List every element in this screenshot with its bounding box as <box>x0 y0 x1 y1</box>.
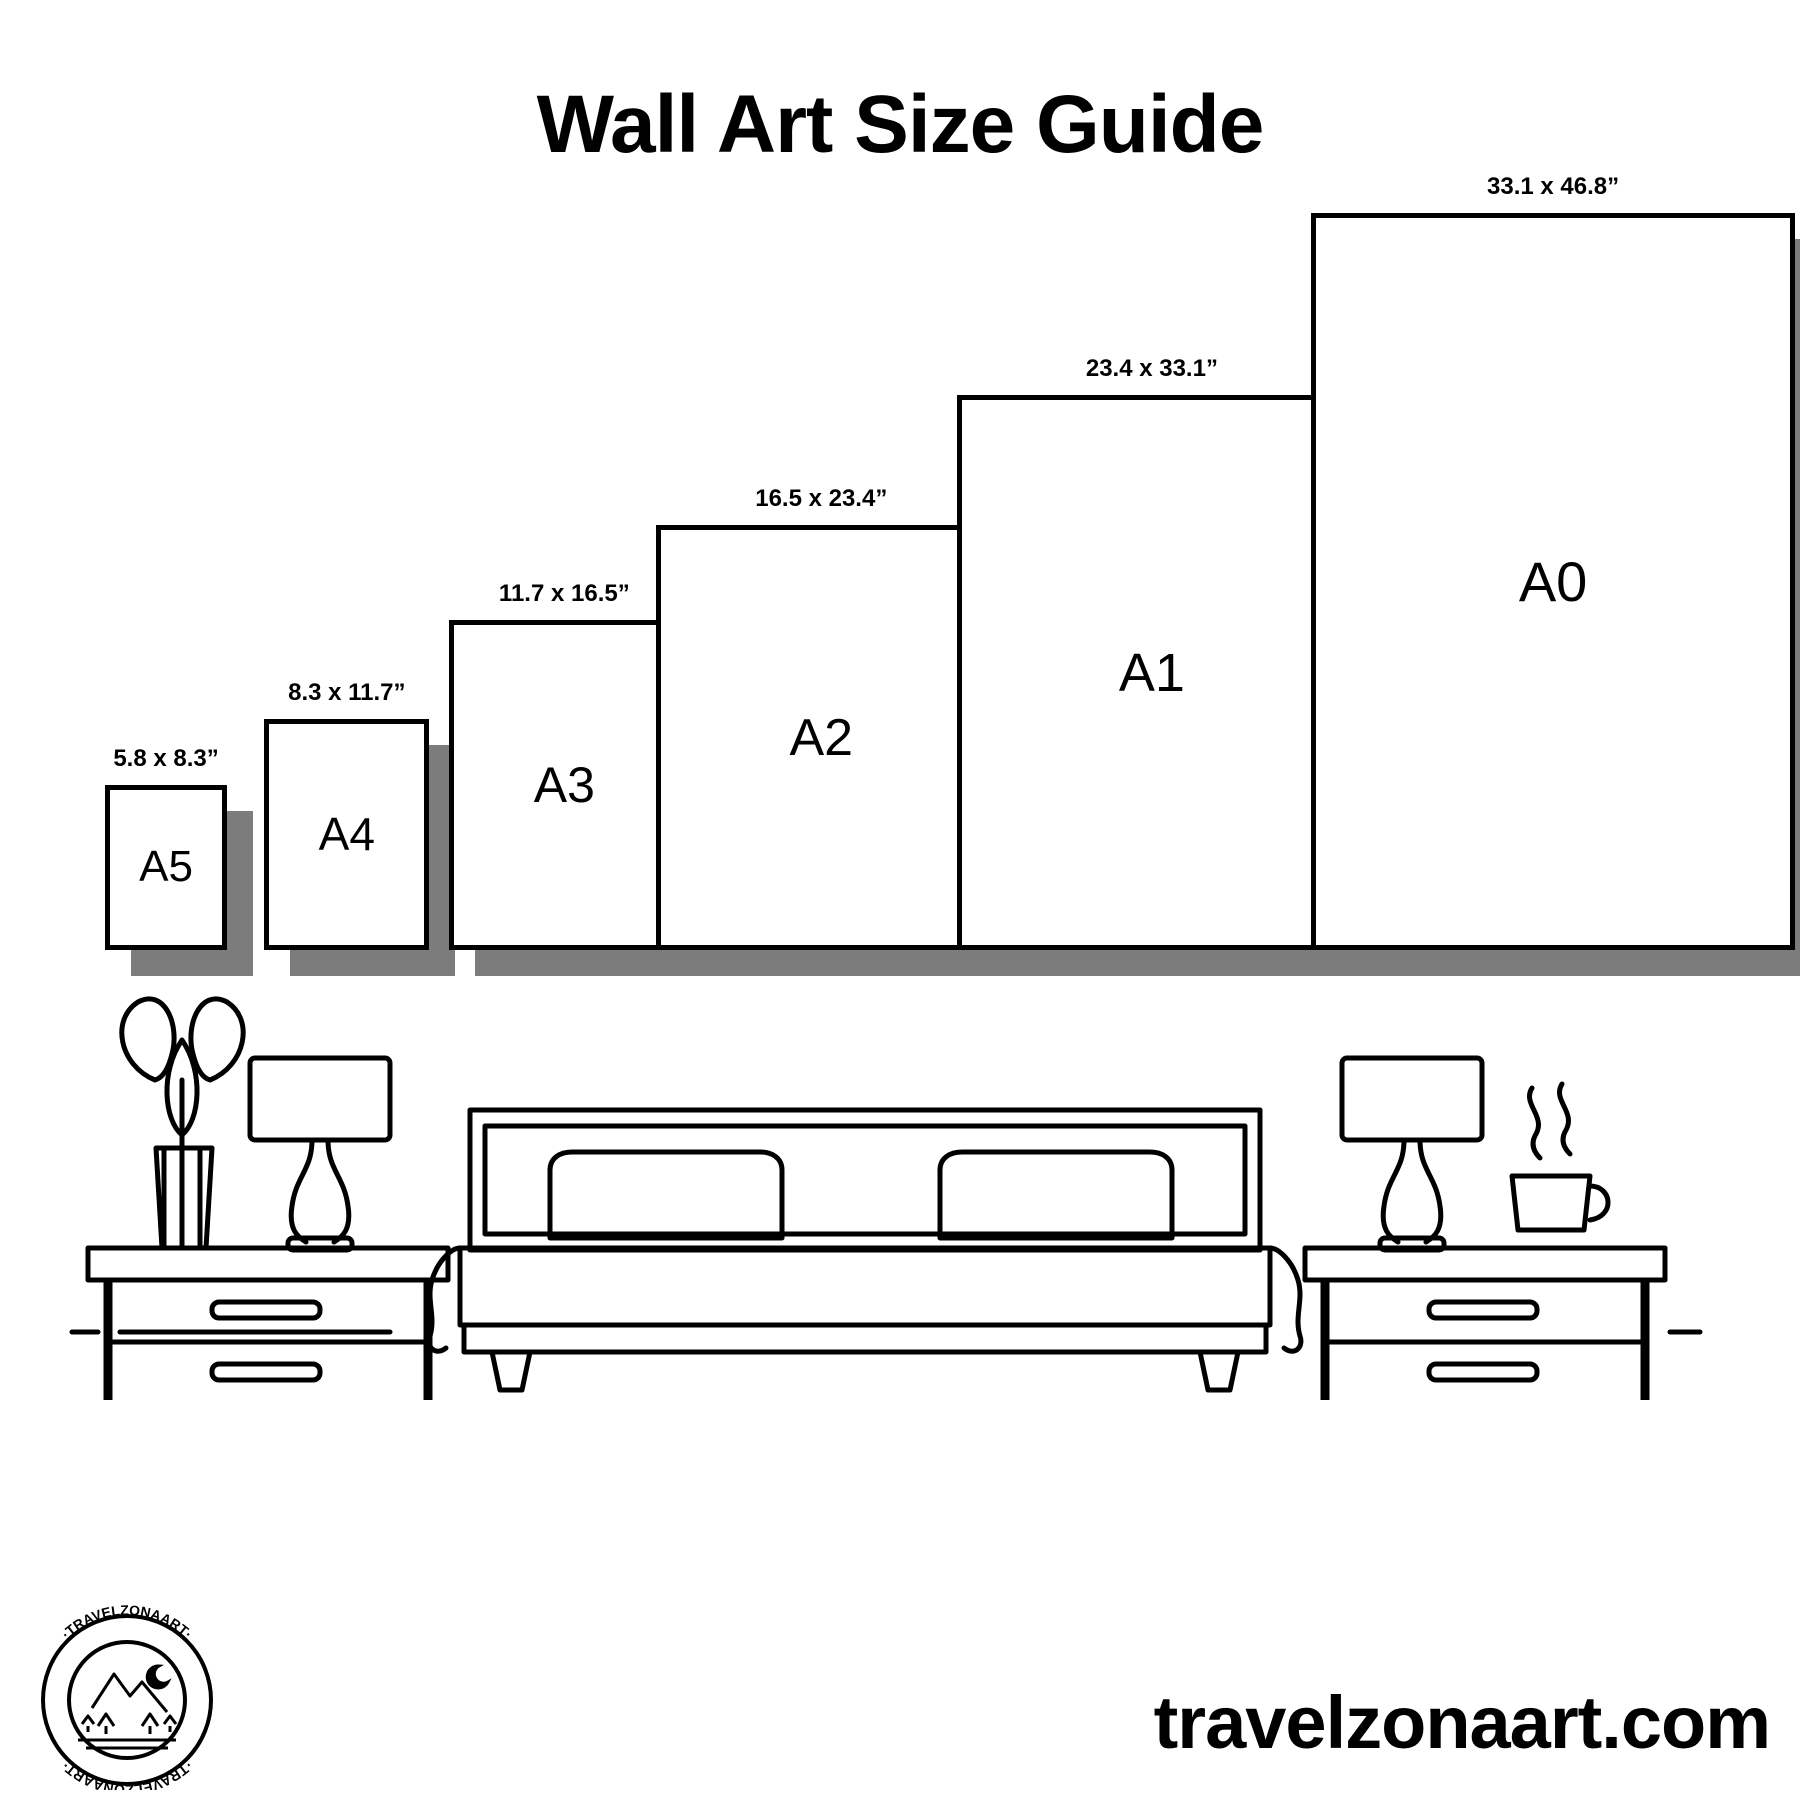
frame-box-a1[interactable] <box>957 395 1346 950</box>
frame-dimensions-label: 5.8 x 8.3” <box>113 744 219 772</box>
frame-box-a5[interactable] <box>105 785 228 950</box>
nightstand-right-icon <box>1305 1248 1665 1400</box>
frame-dimensions-label: 8.3 x 11.7” <box>288 678 406 706</box>
frame-a4 <box>264 679 455 980</box>
plant-vase-icon <box>122 999 243 1248</box>
frame-size-label: A1 <box>1118 642 1185 703</box>
frame-size-row <box>0 172 1800 1030</box>
website-url[interactable]: travelzonaart.com <box>1153 1681 1770 1764</box>
frame-a5 <box>105 745 254 980</box>
table-lamp-right-icon <box>1342 1058 1482 1250</box>
frame-size-label: A5 <box>139 842 193 892</box>
logo-text-bottom: ·TRAVELZONAART· <box>58 1758 196 1790</box>
frame-size-label: A3 <box>533 756 595 813</box>
coffee-cup-icon <box>1512 1084 1608 1230</box>
page-title: Wall Art Size Guide <box>536 79 1264 170</box>
frame-a0 <box>1311 173 1800 981</box>
frame-box-a2[interactable] <box>656 525 986 950</box>
logo-text-top: ·TRAVELZONAART· <box>58 1601 196 1642</box>
frame-box-a0[interactable] <box>1311 213 1795 951</box>
brand-logo <box>22 1600 232 1790</box>
nightstand-left-icon <box>88 1248 448 1400</box>
logo-mountain-moon-icon <box>78 1666 176 1748</box>
table-lamp-left-icon <box>250 1058 390 1250</box>
bed-icon <box>429 1110 1301 1390</box>
frame-size-label: A4 <box>318 808 375 861</box>
frame-dimensions-label: 23.4 x 33.1” <box>1085 355 1218 383</box>
frame-dimensions-label: 11.7 x 16.5” <box>498 579 630 607</box>
frame-size-label: A0 <box>1518 549 1588 613</box>
frame-size-label: A2 <box>789 708 854 767</box>
frame-box-a3[interactable] <box>449 620 680 950</box>
frame-box-a4[interactable] <box>264 719 429 950</box>
bedroom-furniture-illustration <box>60 980 1750 1400</box>
frame-dimensions-label: 16.5 x 23.4” <box>755 485 888 513</box>
frame-dimensions-label: 33.1 x 46.8” <box>1487 172 1620 200</box>
